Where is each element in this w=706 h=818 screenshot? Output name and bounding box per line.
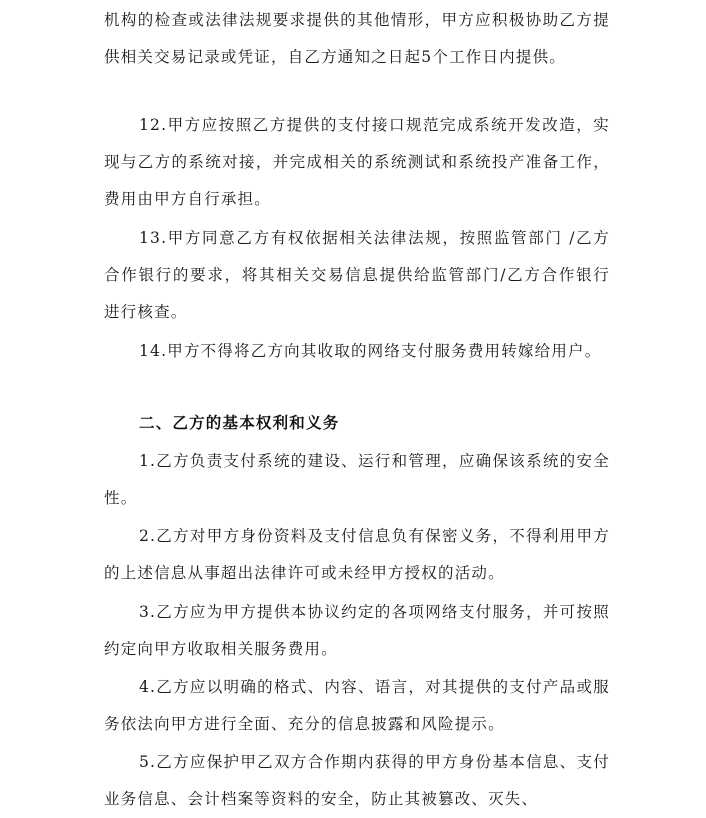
paragraph-clause-14: 14.甲方不得将乙方向其收取的网络支付服务费用转嫁给用户。 [139,342,602,360]
section-heading-party-b-rights: 二、乙方的基本权利和义务 [139,414,340,432]
paragraph-b-clause-2: 2.乙方对甲方身份资料及支付信息负有保密义务，不得利用甲方的上述信息从事超出法律许可或未经甲方授权的活动。 [104,527,610,582]
paragraph-clause-12: 12.甲方应按照乙方提供的支付接口规范完成系统开发改造，实现与乙方的系统对接，并完成相关的系统测试和系统投产准备工作，费用由甲方自行承担。 [104,116,610,208]
paragraph-b-clause-5: 5.乙方应保护甲乙双方合作期内获得的甲方身份基本信息、支付业务信息、会计档案等资料的安全，防止其被篡改、灭失、 [104,753,610,808]
paragraph-b-clause-4: 4.乙方应以明确的格式、内容、语言，对其提供的支付产品或服务依法向甲方进行全面、充分的信息披露和风险提示。 [104,678,610,733]
paragraph-clause-11-continued: 机构的检查或法律法规要求提供的其他情形，甲方应积极协助乙方提供相关交易记录或凭证，自乙方通知之日起5个工作日内提供。 [104,11,610,66]
paragraph-b-clause-3: 3.乙方应为甲方提供本协议约定的各项网络支付服务，并可按照约定向甲方收取相关服务费用。 [104,603,610,658]
paragraph-clause-13: 13.甲方同意乙方有权依据相关法律法规，按照监管部门 /乙方合作银行的要求，将其相关交易信息提供给监管部门/乙方合作银行进行核查。 [104,229,610,321]
paragraph-b-clause-1: 1.乙方负责支付系统的建设、运行和管理，应确保该系统的安全性。 [104,452,610,507]
